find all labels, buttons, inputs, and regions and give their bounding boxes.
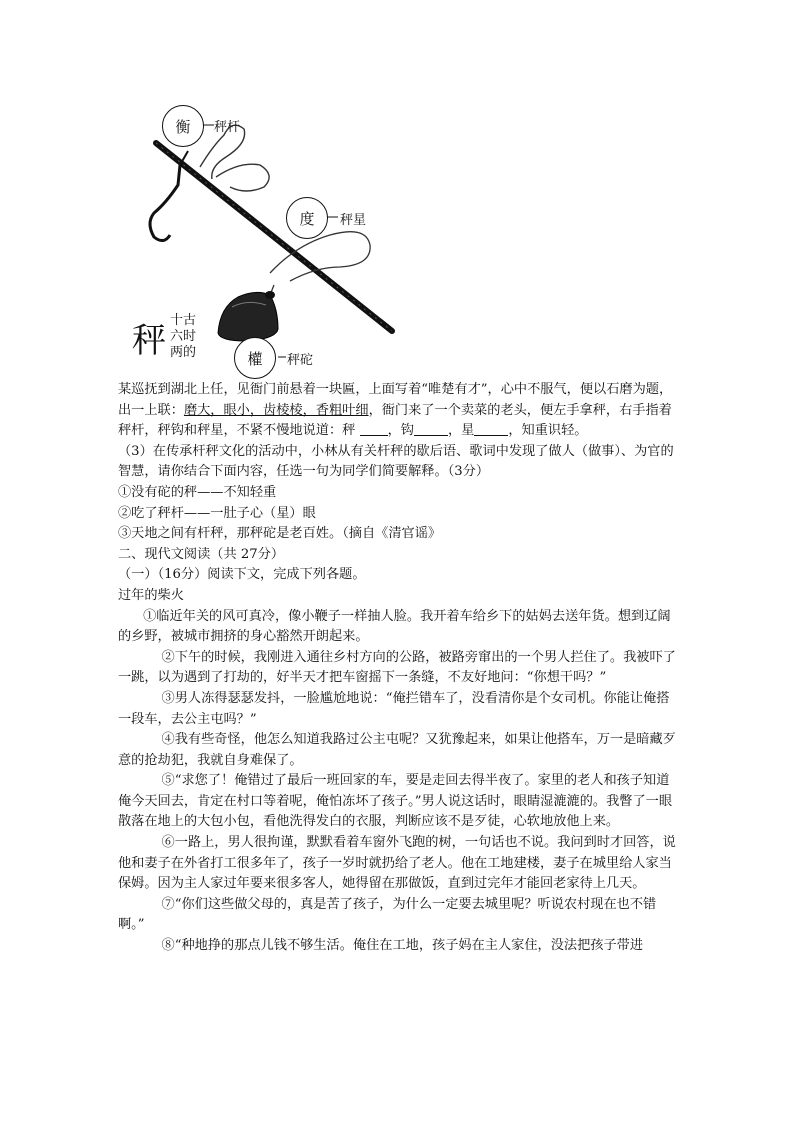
anecdote-text-b: ，衙门来了一个卖菜的老头，便左手拿秤，右手指着秤杆，秤钩和秤星，不紧不慢地说道：秤 bbox=[118, 402, 672, 439]
story-para-1: ①临近年关的风可真冷，像小鞭子一样抽人脸。我开着车给乡下的姑妈去送年货。想到辽阔的乡野，被城市拥挤的身心豁然开朗起来。 bbox=[118, 608, 671, 645]
weight-label: 秤砣 bbox=[287, 353, 314, 368]
blank-1[interactable] bbox=[360, 421, 388, 436]
anecdote-text-a: 某巡抚到湖北上任，见衙门前悬着一块匾，上面写着“唯楚有才”，心中不服气，便以石磨为题，出一上联： bbox=[118, 382, 673, 418]
blank-2[interactable] bbox=[414, 421, 448, 436]
anecdote-paragraph bbox=[118, 380, 678, 442]
steelyard-big-char: 秤 bbox=[132, 321, 166, 361]
star-label: 秤星 bbox=[340, 213, 367, 228]
anecdote-text-d: ，星 bbox=[447, 423, 475, 439]
heng-char: 衡 bbox=[175, 117, 191, 136]
story-para-8: ⑧“种地挣的那点儿钱不够生活。俺住在工地，孩子妈在主人家住，没法把孩子带进 bbox=[161, 938, 644, 954]
quan-label-circle bbox=[234, 337, 276, 379]
heng-label-circle bbox=[162, 105, 204, 147]
story-title: 过年的柴火 bbox=[118, 587, 184, 603]
section-2-heading: 二、现代文阅读（共 27分） bbox=[118, 546, 285, 562]
story-para-2: ②下午的时候，我刚进入通往乡村方向的公路，被路旁窜出的一个男人拦住了。我被吓了一跳，以为遇到了打劫的，好半天才把车窗摇下一条缝，不友好地问：“你想干吗？” bbox=[118, 649, 676, 686]
du-label-circle bbox=[286, 197, 328, 239]
steelyard-figure bbox=[120, 95, 420, 380]
story-para-3: ③男人冻得瑟瑟发抖，一脸尴尬地说：“俺拦错车了，没看清你是个女司机。你能让俺搭一段车，去公主屯吗？” bbox=[118, 690, 670, 727]
side-line-3: 两的 bbox=[170, 345, 197, 360]
blank-3[interactable] bbox=[474, 421, 508, 436]
side-line-2: 六时 bbox=[170, 329, 197, 344]
rod-label: 秤杆 bbox=[214, 120, 241, 135]
story-para-7: ⑦“你们这些做父母的，真是苦了孩子，为什么一定要去城里呢？听说农村现在也不错啊。” bbox=[118, 896, 657, 933]
couplet-underlined: 磨大，眼小，齿棱棱，香粗叶细 bbox=[183, 402, 369, 418]
subsection-1-heading: （一）（16分）阅读下文，完成下列各题。 bbox=[118, 567, 366, 583]
anecdote-text-c: ，钩 bbox=[387, 423, 414, 439]
story-para-6: ⑥一路上，男人很拘谨，默默看着车窗外飞跑的树，一句话也不说。我问到时才回答，说他和妻子在外省打工很多年了，孩子一岁时就扔给了老人。他在工地建楼，妻子在城里给人家当保姆。因为主人家过年要来很多客人，她得留在那做饭，直到过完年才能回老家待上几天。 bbox=[118, 835, 676, 892]
item-1: ①没有砣的秤——不知轻重 bbox=[118, 484, 277, 500]
quan-char: 權 bbox=[247, 349, 263, 368]
question-3: （3）在传承杆秤文化的活动中，小林从有关杆秤的歇后语、歌词中发现了做人（做事）、为官的智慧，请你结合下面内容，任选一句为同学们简要解释。（3分） bbox=[118, 443, 674, 480]
side-line-1: 十古 bbox=[170, 313, 197, 328]
story-para-4: ④我有些奇怪，他怎么知道我路过公主屯呢？又犹豫起来，如果让他搭车，万一是暗藏歹意的抢劫犯，我就自身难保了。 bbox=[118, 732, 676, 768]
item-3: ③天地之间有杆秤，那秤砣是老百姓。（摘自《清官谣》 bbox=[118, 526, 442, 542]
document-body bbox=[118, 380, 678, 957]
item-2: ②吃了秤杆——一肚子心（星）眼 bbox=[118, 505, 316, 521]
anecdote-text-e: ，知重识轻。 bbox=[508, 423, 588, 439]
story-para-5: ⑤“求您了！俺错过了最后一班回家的车，要是走回去得半夜了。家里的老人和孩子知道俺今天回去，肯定在村口等着呢，俺怕冻坏了孩子。”男人说这话时，眼睛湿漉漉的。我瞥了一眼散落在地上的大包小包，看他洗得发白的衣服，判断应该不是歹徒，心软地放他上来。 bbox=[118, 773, 673, 830]
du-char: 度 bbox=[299, 209, 315, 228]
